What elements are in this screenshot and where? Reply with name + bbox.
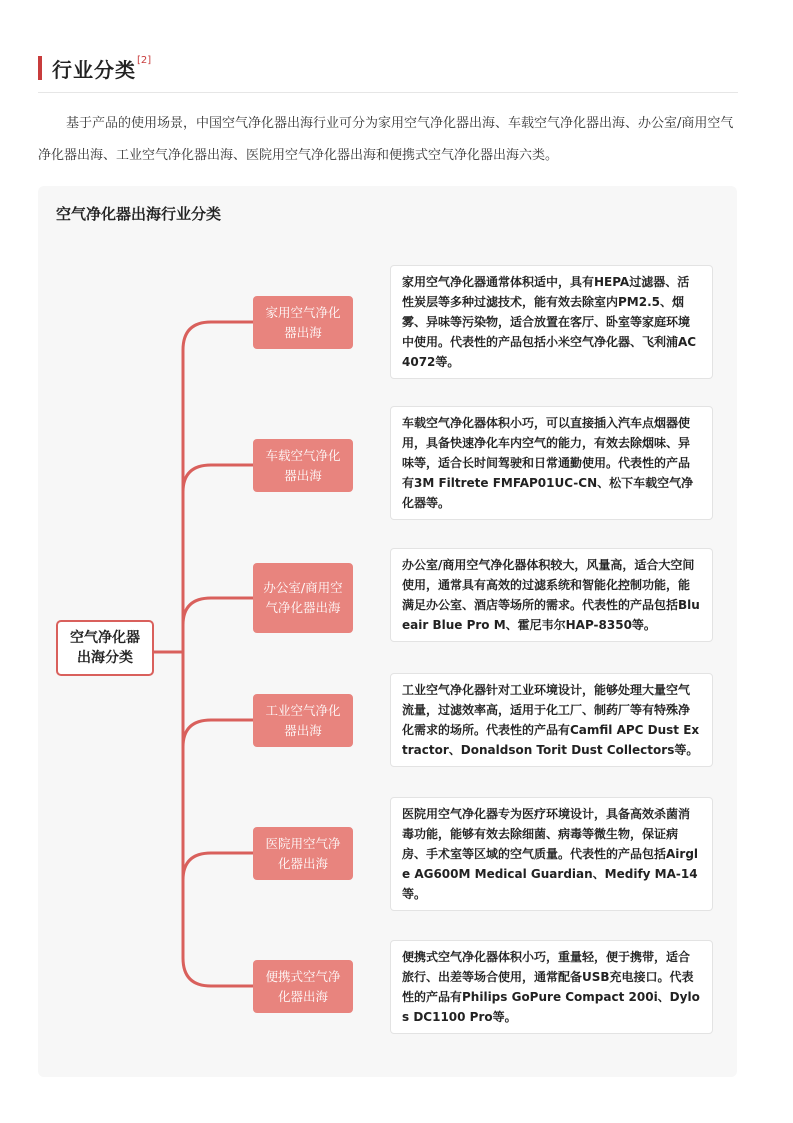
- category-node-household: 家用空气净化器出海: [253, 296, 353, 349]
- connector-branch-5: [183, 853, 253, 880]
- category-desc-hospital: 医院用空气净化器专为医疗环境设计，具备高效杀菌消毒功能，能够有效去除细菌、病毒等微生物，保证病房、手术室等区域的空气质量。代表性的产品包括Airgle AG600M Medical Guardian、Medify MA-14等。: [390, 797, 713, 911]
- intro-paragraph: 基于产品的使用场景，中国空气净化器出海行业可分为家用空气净化器出海、车载空气净化器出海、办公室/商用空气净化器出海、工业空气净化器出海、医院用空气净化器出海和便携式空气净化器出海六类。: [38, 116, 734, 163]
- diagram-title: 空气净化器出海行业分类: [56, 205, 222, 223]
- section-title: 行业分类: [52, 57, 136, 82]
- category-desc-portable: 便携式空气净化器体积小巧，重量轻，便于携带，适合旅行、出差等场合使用，通常配备USB充电接口。代表性的产品有Philips GoPure Compact 200i、Dylos DC1100 Pro等。: [390, 940, 713, 1034]
- category-desc-industrial: 工业空气净化器针对工业环境设计，能够处理大量空气流量，过滤效率高，适用于化工厂、制药厂等有特殊净化需求的场所。代表性的产品有Camfil APC Dust Extractor、Donaldson Torit Dust Collectors等。: [390, 673, 713, 767]
- category-node-hospital: 医院用空气净化器出海: [253, 827, 353, 880]
- category-node-vehicle: 车载空气净化器出海: [253, 439, 353, 492]
- category-desc-vehicle: 车载空气净化器体积小巧，可以直接插入汽车点烟器使用，具备快速净化车内空气的能力，有效去除烟味、异味等，适合长时间驾驶和日常通勤使用。代表性的产品有3M Filtrete FMFAP01UC-CN、松下车载空气净化器等。: [390, 406, 713, 520]
- connector-branch-3: [183, 598, 253, 625]
- category-node-industrial: 工业空气净化器出海: [253, 694, 353, 747]
- connector-trunk-bottom: [183, 652, 253, 986]
- connector-branch-4: [183, 720, 253, 747]
- category-desc-household: 家用空气净化器通常体积适中，具有HEPA过滤器、活性炭层等多种过滤技术，能有效去除室内PM2.5、烟雾、异味等污染物，适合放置在客厅、卧室等家庭环境中使用。代表性的产品包括小米空气净化器、飞利浦AC4072等。: [390, 265, 713, 379]
- root-node: 空气净化器出海分类: [56, 620, 154, 676]
- category-desc-office: 办公室/商用空气净化器体积较大，风量高，适合大空间使用，通常具有高效的过滤系统和智能化控制功能，能满足办公室、酒店等场所的需求。代表性的产品包括Blueair Blue Pro M、霍尼韦尔HAP-8350等。: [390, 548, 713, 642]
- connector-branch-2: [183, 465, 253, 492]
- reference-link[interactable]: [2]: [137, 54, 152, 66]
- category-node-portable: 便携式空气净化器出海: [253, 960, 353, 1013]
- category-node-office: 办公室/商用空气净化器出海: [253, 563, 353, 633]
